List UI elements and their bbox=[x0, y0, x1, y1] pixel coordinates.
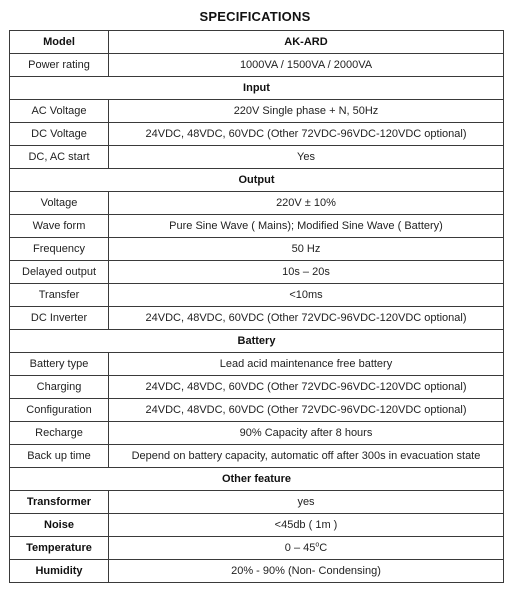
row-value: 24VDC, 48VDC, 60VDC (Other 72VDC-96VDC-120VDC optional) bbox=[109, 307, 504, 330]
table-row bbox=[10, 399, 504, 422]
section-header-other-feature bbox=[10, 468, 504, 491]
table-row bbox=[10, 261, 504, 284]
row-value: AK-ARD bbox=[109, 31, 504, 54]
table-row bbox=[10, 146, 504, 169]
row-value: 50 Hz bbox=[109, 238, 504, 261]
row-label: DC Voltage bbox=[10, 123, 109, 146]
row-label: Temperature bbox=[10, 537, 109, 560]
row-value bbox=[109, 537, 504, 560]
row-value: 24VDC, 48VDC, 60VDC (Other 72VDC-96VDC-120VDC optional) bbox=[109, 123, 504, 146]
row-label: DC, AC start bbox=[10, 146, 109, 169]
row-label: Configuration bbox=[10, 399, 109, 422]
row-value: 24VDC, 48VDC, 60VDC (Other 72VDC-96VDC-120VDC optional) bbox=[109, 399, 504, 422]
specifications-table bbox=[9, 30, 504, 583]
table-row-model bbox=[10, 31, 504, 54]
table-row bbox=[10, 537, 504, 560]
row-value: <45db ( 1m ) bbox=[109, 514, 504, 537]
row-label: Delayed output bbox=[10, 261, 109, 284]
row-label: DC Inverter bbox=[10, 307, 109, 330]
row-value: 220V ± 10% bbox=[109, 192, 504, 215]
row-label: Humidity bbox=[10, 560, 109, 583]
degree-symbol: o bbox=[315, 541, 320, 549]
table-row bbox=[10, 238, 504, 261]
row-value: Pure Sine Wave ( Mains); Modified Sine Wave ( Battery) bbox=[109, 215, 504, 238]
table-row bbox=[10, 123, 504, 146]
section-heading: Output bbox=[10, 169, 504, 192]
row-label: Battery type bbox=[10, 353, 109, 376]
temperature-range: 0 – 45 bbox=[284, 542, 316, 554]
row-value: Depend on battery capacity, automatic off after 300s in evacuation state bbox=[109, 445, 504, 468]
table-row bbox=[10, 215, 504, 238]
section-header-battery bbox=[10, 330, 504, 353]
table-row bbox=[10, 307, 504, 330]
row-label: Frequency bbox=[10, 238, 109, 261]
row-label: Recharge bbox=[10, 422, 109, 445]
table-row bbox=[10, 192, 504, 215]
row-value: <10ms bbox=[109, 284, 504, 307]
row-label: Voltage bbox=[10, 192, 109, 215]
table-row-power-rating bbox=[10, 54, 504, 77]
row-label: Model bbox=[10, 31, 109, 54]
section-header-output bbox=[10, 169, 504, 192]
row-label: Transfer bbox=[10, 284, 109, 307]
table-row bbox=[10, 514, 504, 537]
row-value: 90% Capacity after 8 hours bbox=[109, 422, 504, 445]
page-title: SPECIFICATIONS bbox=[199, 9, 311, 24]
table-row bbox=[10, 284, 504, 307]
row-label: Noise bbox=[10, 514, 109, 537]
section-heading: Battery bbox=[10, 330, 504, 353]
temperature-unit: C bbox=[319, 542, 328, 554]
row-label: Transformer bbox=[10, 491, 109, 514]
row-value: 24VDC, 48VDC, 60VDC (Other 72VDC-96VDC-120VDC optional) bbox=[109, 376, 504, 399]
section-header-input bbox=[10, 77, 504, 100]
table-row bbox=[10, 353, 504, 376]
section-heading: Input bbox=[10, 77, 504, 100]
row-label: Wave form bbox=[10, 215, 109, 238]
row-value: yes bbox=[109, 491, 504, 514]
row-label: Charging bbox=[10, 376, 109, 399]
table-row bbox=[10, 376, 504, 399]
row-value: 1000VA / 1500VA / 2000VA bbox=[109, 54, 504, 77]
table-row bbox=[10, 100, 504, 123]
row-label: Back up time bbox=[10, 445, 109, 468]
row-value: 10s – 20s bbox=[109, 261, 504, 284]
section-heading: Other feature bbox=[10, 468, 504, 491]
row-value: Lead acid maintenance free battery bbox=[109, 353, 504, 376]
table-row bbox=[10, 560, 504, 583]
row-label: AC Voltage bbox=[10, 100, 109, 123]
row-value: 220V Single phase + N, 50Hz bbox=[109, 100, 504, 123]
table-row bbox=[10, 491, 504, 514]
row-value: Yes bbox=[109, 146, 504, 169]
row-label: Power rating bbox=[10, 54, 109, 77]
table-row bbox=[10, 422, 504, 445]
row-value: 20% - 90% (Non- Condensing) bbox=[109, 560, 504, 583]
table-row bbox=[10, 445, 504, 468]
